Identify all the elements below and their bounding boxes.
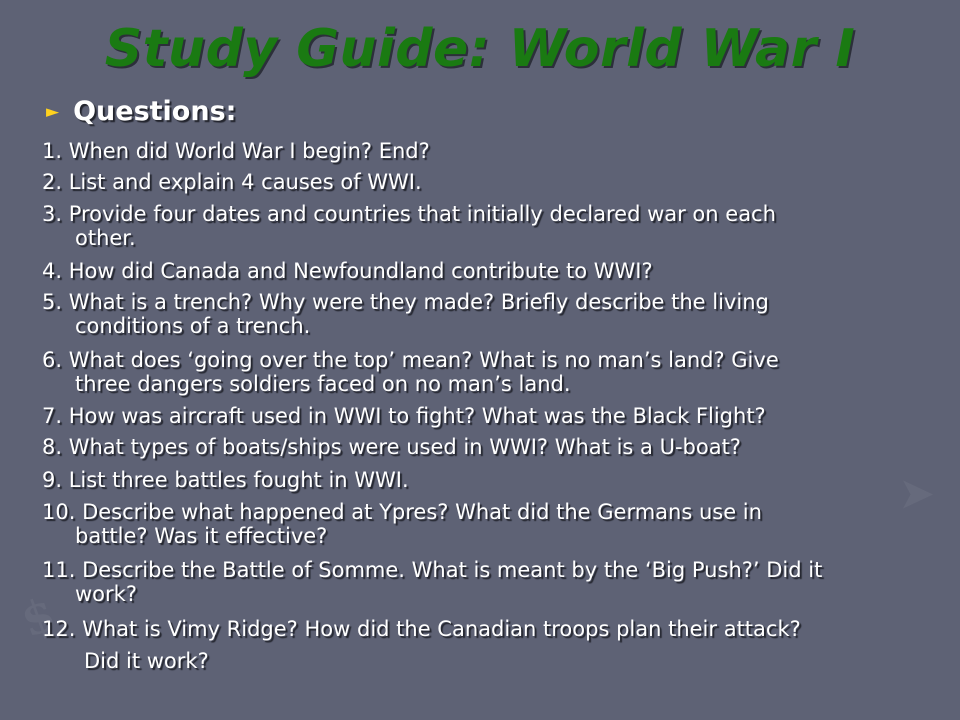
question-7-line1: 7. How was aircraft used in WWI to fight? What was the Black Flight?	[42, 404, 766, 428]
question-4	[42, 259, 922, 283]
question-3-line2: other.	[75, 226, 136, 250]
triangle-right-icon: ►	[46, 101, 60, 122]
question-12-line1: 12. What is Vimy Ridge? How did the Canadian troops plan their attack?	[42, 617, 801, 641]
background-watermark-dollar: $	[13, 586, 63, 648]
question-12-line2: Did it work?	[84, 649, 209, 673]
question-1-line1: 1. When did World War I begin? End?	[42, 139, 430, 163]
background-watermark-arrow: ➤	[900, 470, 934, 517]
question-5-line1: 5. What is a trench? Why were they made? Briefly describe the living	[42, 290, 769, 314]
question-8	[42, 435, 922, 459]
question-8-line1: 8. What types of boats/ships were used in WWI? What is a U-boat?	[42, 435, 741, 459]
question-11	[42, 558, 922, 606]
question-6-line2: three dangers soldiers faced on no man’s land.	[75, 372, 571, 396]
question-5	[42, 290, 922, 338]
question-10	[42, 500, 922, 548]
question-11-line1: 11. Describe the Battle of Somme. What is meant by the ‘Big Push?’ Did it	[42, 558, 823, 582]
question-1	[42, 139, 922, 163]
question-11-line2: work?	[75, 582, 137, 606]
question-12	[42, 617, 922, 673]
questions-heading-label: Questions:	[73, 96, 237, 127]
question-3-line1: 3. Provide four dates and countries that initially declared war on each	[42, 202, 776, 226]
question-10-line2: battle? Was it effective?	[75, 524, 328, 548]
questions-heading	[46, 96, 236, 127]
question-5-line2: conditions of a trench.	[75, 314, 311, 338]
question-2	[42, 170, 922, 194]
question-10-line1: 10. Describe what happened at Ypres? What did the Germans use in	[42, 500, 762, 524]
question-4-line1: 4. How did Canada and Newfoundland contribute to WWI?	[42, 259, 653, 283]
question-6	[42, 348, 922, 396]
question-9	[42, 468, 922, 492]
question-6-line1: 6. What does ‘going over the top’ mean? What is no man’s land? Give	[42, 348, 779, 372]
question-2-line1: 2. List and explain 4 causes of WWI.	[42, 170, 422, 194]
question-7	[42, 404, 922, 428]
question-9-line1: 9. List three battles fought in WWI.	[42, 468, 409, 492]
question-3	[42, 202, 922, 250]
slide-title: Study Guide: World War I	[104, 19, 856, 79]
